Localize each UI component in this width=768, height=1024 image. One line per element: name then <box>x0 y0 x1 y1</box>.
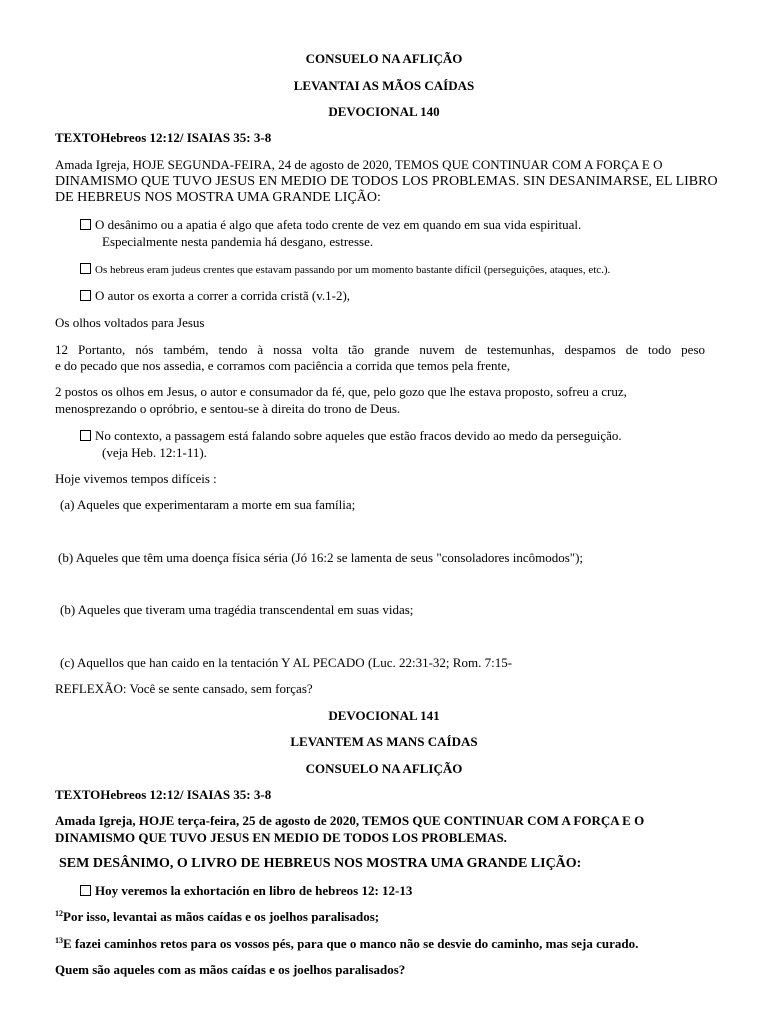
bullet-box-icon <box>80 885 91 896</box>
dev140-item-a: (a) Aqueles que experimentaram a morte em sua família; <box>60 497 356 512</box>
dev141-title-consuelo: CONSUELO NA AFLIÇÃO <box>305 761 463 776</box>
dev141-texto: TEXTOHebreos 12:12/ ISAIAS 35: 3-8 <box>55 787 272 802</box>
dev140-intro-line3: DE HEBREUS NOS MOSTRA UMA GRANDE LIÇÃO: <box>55 190 381 205</box>
dev140-intro-line2: DINAMISMO QUE TUVO JESUS EN MEDIO DE TODOS LOS PROBLEMAS. SIN DESANIMARSE, EL LIBRO <box>55 174 718 189</box>
dev140-title-consuelo: CONSUELO NA AFLIÇÃO <box>305 51 463 66</box>
dev140-reflexao: REFLEXÃO: Você se sente cansado, sem forças? <box>55 681 313 696</box>
dev140-bullet1-text: O desânimo ou a apatia é algo que afeta todo crente de vez em quando em sua vida espiritual. <box>95 217 582 232</box>
dev140-title-levantai: LEVANTAI AS MÃOS CAÍDAS <box>293 78 475 93</box>
dev140-bullet1-continuation: Especialmente nesta pandemia há desgano, estresse. <box>102 234 374 249</box>
dev140-bullet1 <box>80 217 581 233</box>
bullet-box-icon <box>80 430 91 441</box>
dev140-bullet3-text: O autor os exorta a correr a corrida cristã (v.1-2), <box>95 288 351 303</box>
bullet-box-icon <box>80 219 91 230</box>
dev140-verse2-line2: menosprezando o opróbrio, e sentou-se à direita do trono de Deus. <box>55 401 401 416</box>
dev141-verse12-text: Por isso, levantai as mãos caídas e os joelhos paralisados; <box>63 909 380 924</box>
dev140-bullet4 <box>80 428 622 444</box>
dev141-verse13 <box>55 936 638 952</box>
dev140-bullet4-continuation: (veja Heb. 12:1-11). <box>102 445 207 460</box>
dev141-title-devocional: DEVOCIONAL 141 <box>328 708 440 723</box>
dev140-olhos-heading: Os olhos voltados para Jesus <box>55 315 205 330</box>
dev140-bullet2-text: Os hebreus eram judeus crentes que estavam passando por um momento bastante difícil (perseguições, ataques, etc.). <box>95 264 611 276</box>
dev141-question: Quem são aqueles com as mãos caídas e os joelhos paralisados? <box>55 962 406 977</box>
dev140-item-b2: (b) Aqueles que tiveram uma tragédia transcendental em suas vidas; <box>60 602 414 617</box>
dev141-intro-line2: DINAMISMO QUE TUVO JESUS EN MEDIO DE TODOS LOS PROBLEMAS. <box>55 830 507 845</box>
dev141-bullet1-text: Hoy veremos la exhortación en libro de hebreos 12: 12-13 <box>95 883 413 898</box>
bullet-box-icon <box>80 263 91 274</box>
dev141-bullet1 <box>80 883 412 899</box>
dev141-intro-line3: SEM DESÂNIMO, O LIVRO DE HEBREUS NOS MOSTRA UMA GRANDE LIÇÃO: <box>59 856 582 871</box>
dev140-title-devocional: DEVOCIONAL 140 <box>328 104 440 119</box>
bullet-box-icon <box>80 290 91 301</box>
dev140-intro-line1: Amada Igreja, HOJE SEGUNDA-FEIRA, 24 de agosto de 2020, TEMOS QUE CONTINUAR COM A FORÇA E O <box>55 157 663 172</box>
verse-number: 13 <box>55 936 63 945</box>
dev140-verse2-line1: 2 postos os olhos em Jesus, o autor e consumador da fé, que, pelo gozo que lhe estava proposto, sofreu a cruz, <box>55 384 627 399</box>
dev140-item-c: (c) Aquellos que han caido en la tentación Y AL PECADO (Luc. 22:31-32; Rom. 7:15- <box>60 655 513 670</box>
dev140-verse12-line1: 12 Portanto, nós também, tendo à nossa volta tão grande nuvem de testemunhas, despamos de todo peso <box>55 342 705 357</box>
dev140-bullet2 <box>80 262 610 278</box>
dev141-title-levantem: LEVANTEM AS MANS CAÍDAS <box>290 734 478 749</box>
dev141-verse13-text: E fazei caminhos retos para os vossos pés, para que o manco não se desvie do caminho, mas seja curado. <box>63 936 639 951</box>
dev140-texto: TEXTOHebreos 12:12/ ISAIAS 35: 3-8 <box>55 130 272 145</box>
dev140-bullet3 <box>80 288 350 304</box>
dev140-verse12-line2: e do pecado que nos assedia, e corramos com paciência a corrida que temos pela frente, <box>55 358 511 373</box>
verse-number: 12 <box>55 909 63 918</box>
dev141-verse12 <box>55 909 379 925</box>
dev140-item-b1: (b) Aqueles que têm uma doença física séria (Jó 16:2 se lamenta de seus "consoladores incômodos"); <box>58 550 584 565</box>
dev140-hoje-heading: Hoje vivemos tempos difíceis : <box>55 471 217 486</box>
dev141-intro-line1: Amada Igreja, HOJE terça-feira, 25 de agosto de 2020, TEMOS QUE CONTINUAR COM A FORÇA E O <box>55 813 645 828</box>
dev140-bullet4-text: No contexto, a passagem está falando sobre aqueles que estão fracos devido ao medo da perseguição. <box>95 428 622 443</box>
